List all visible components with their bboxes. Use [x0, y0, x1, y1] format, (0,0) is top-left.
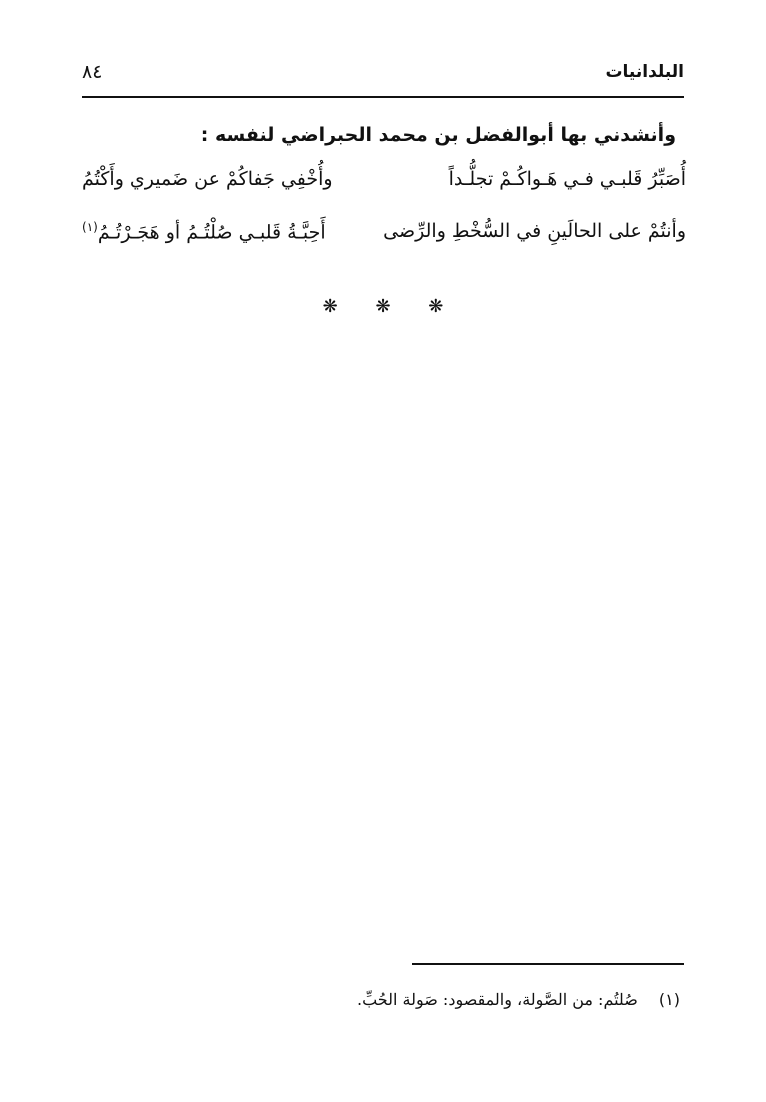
header-rule [82, 96, 684, 98]
separator-star-icon: ❋ [322, 296, 338, 317]
running-header [82, 62, 684, 92]
poem-intro: وأنشدني بها أبوالفضل بن محمد الحبراضي لنفسه : [200, 124, 676, 146]
verse-first-hemistich: وأنتُمْ على الحالَينِ في السُّخْطِ والرِّضى [383, 220, 686, 242]
footnote [357, 990, 680, 1009]
verse-second-hemistich: وأُخْفِي جَفاكُمْ عن ضَميري وأَكْتُمُ [82, 168, 333, 190]
footnote-marker[interactable]: (١) [82, 220, 98, 234]
separator-star-icon: ❋ [375, 296, 391, 317]
verse-second-hemistich-wrap [82, 220, 326, 243]
footnote-text: صُلتُم: من الصَّولة، والمقصود: صَولة الحُبِّ. [357, 990, 638, 1009]
page-number: ٨٤ [82, 61, 103, 83]
separator-star-icon: ❋ [428, 296, 444, 317]
footnote-number: (١) [658, 990, 680, 1009]
verse-first-hemistich: أُصَبِّرُ قَلبـي فـي هَـواكُـمْ تجلُّـداً [448, 168, 686, 190]
verse-line [82, 220, 686, 256]
footnote-rule [412, 963, 684, 965]
running-title: البلدانيات [605, 62, 684, 82]
section-separator [0, 296, 766, 317]
verse-second-hemistich: أَحِبَّـةُ قَلبـي صُلْتُـمُ أو هَجَـرْتُـمُ [97, 221, 326, 244]
verse-line [82, 168, 686, 204]
